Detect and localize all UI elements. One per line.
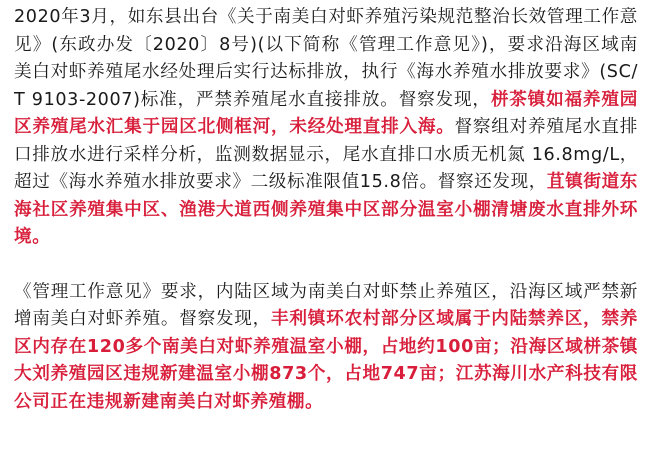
- highlight-illegal-greenhouses: 丰利镇环农村部分区域属于内陆禁养区，禁养区内存在120多个南美白对虾养殖温室小棚，占地约100亩；沿海区域栟茶镇大刘养殖园区违规新建温室小棚873个，占地747亩；江苏海川水产科技有限公司正在违规新建南美白对虾养殖棚。: [14, 309, 638, 412]
- paragraph-policy-and-findings: [14, 4, 638, 252]
- highlight-binchazhen-discharge: 栟茶镇如福养殖园区养殖尾水汇集于园区北侧框河，未经处理直排入海。: [14, 89, 638, 137]
- article-body: [14, 4, 638, 416]
- paragraph-prohibited-zone: [14, 279, 638, 417]
- paragraph-2-text-1: 《管理工作意见》要求，内陆区域为南美白对虾禁止养殖区，沿海区域严禁新增南美白对虾养殖。督察发现，: [14, 281, 638, 329]
- paragraph-1-text-1: 2020年3月，如东县出台《关于南美白对虾养殖污染规范整治长效管理工作意见》(东政办发〔2020〕8号)(以下简称《管理工作意见》)，要求沿海区域南美白对虾养殖尾水经处理后实行达标排放，执行《海水养殖水排放要求》(SC/T 9103-2007)标准，严禁养殖尾水直接排放。督察发现，: [14, 7, 638, 110]
- highlight-juzhen-discharge: 苴镇街道东海社区养殖集中区、渔港大道西侧养殖集中区部分温室小棚清塘废水直排外环境。: [14, 172, 638, 247]
- paragraph-1-text-2: 督察组对养殖尾水直排口排放水进行采样分析，监测数据显示，尾水直排口水质无机氮 16.8mg/L，超过《海水养殖水排放要求》二级标准限值15.8倍。督察还发现，: [14, 117, 638, 192]
